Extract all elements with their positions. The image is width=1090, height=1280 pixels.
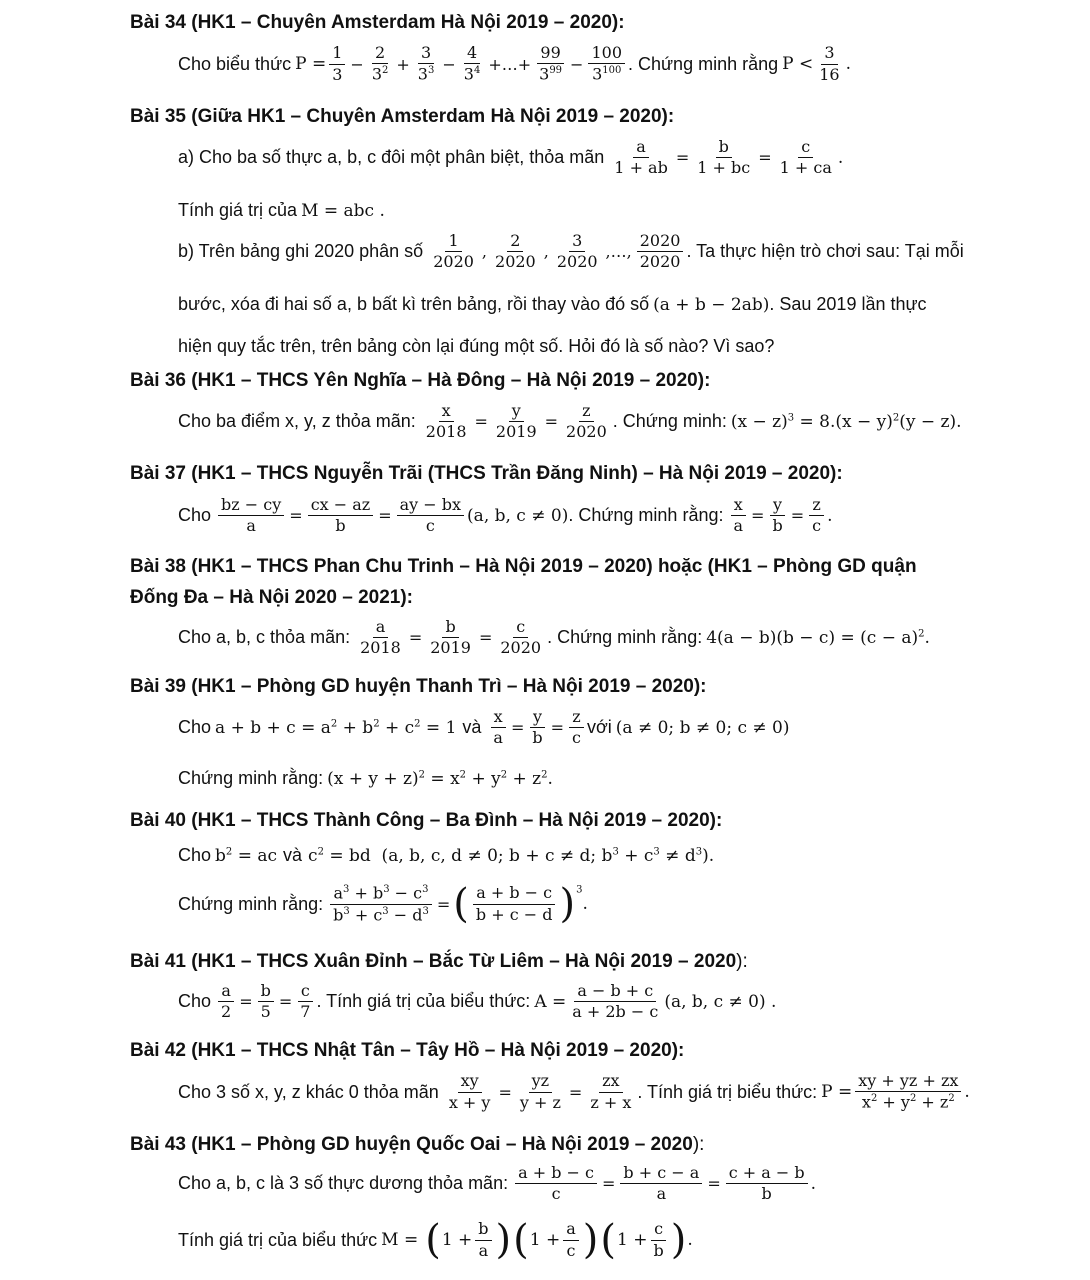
problem-38-title: Bài 38 (HK1 – THCS Phan Chu Trinh – Hà Nội 2019 – 2020) hoặc (HK1 – Phòng GD quận: [130, 556, 917, 577]
problem-40-statement: Cho $b^2$ = ac và $c^2$ = bd (a, b, c, d ≠ 0; b + c ≠ d; $b^3 + c^3 \ne d^3$).: [178, 845, 715, 866]
problem-35-title: Bài 35 (Giữa HK1 – Chuyên Amsterdam Hà Nội 2019 – 2020):: [130, 106, 675, 127]
problem-38-statement: Cho a, b, c thỏa mãn: $\frac{a}{2018}$ = $\frac{b}{2019}$ = $\frac{c}{2020}$ . Chứng minh rằng: $4(a - b)(b - c) = (c - a)^2$.: [178, 617, 930, 658]
problem-35a-statement: a) Cho ba số thực a, b, c đôi một phân biệt, thỏa mãn $\frac{a}{1 + ab}$ = $\frac{b}{1 + bc}$ = $\frac{c}{1 + ca}$ .: [178, 137, 844, 178]
problem-36-statement: Cho ba điểm x, y, z thỏa mãn: $\frac{x}{2018}$ = $\frac{y}{2019}$ = $\frac{z}{2020}$ . Chứng minh: $(x - z)^3 = 8.(x - y)^2(y - z)$.: [178, 401, 962, 442]
problem-39-prove: Chứng minh rằng: $(x + y + z)^2 = x^2 + y^2 + z^2$.: [178, 768, 553, 789]
problem-36-title: Bài 36 (HK1 – THCS Yên Nghĩa – Hà Đông – Hà Nội 2019 – 2020):: [130, 370, 711, 391]
problem-43-title: Bài 43 (HK1 – Phòng GD huyện Quốc Oai – Hà Nội 2019 – 2020):: [130, 1134, 705, 1155]
problem-39-statement: Cho $a + b + c = a^2 + b^2 + c^2 = 1$ và $\frac{x}{a}$ = $\frac{y}{b}$ = $\frac{z}{c}$ với (a ≠ 0; b ≠ 0; c ≠ 0): [178, 707, 790, 748]
problem-37-title: Bài 37 (HK1 – THCS Nguyễn Trãi (THCS Trần Đăng Ninh) – Hà Nội 2019 – 2020):: [130, 463, 843, 484]
problem-34-statement: Cho biểu thức P = $\frac{1}{3}$ − $\frac{2}{3^2}$ + $\frac{3}{3^3}$ − $\frac{4}{3^4}$ +…+ $\frac{99}{3^{99}}$ − $\frac{100}{3^{100}}$ . Chứng minh rằng P < $\frac{3}{16}$ .: [178, 43, 851, 84]
problem-43-question: Tính giá trị của biểu thức M = ( 1 + $\frac{b}{a}$ ) ( 1 + $\frac{a}{c}$ ) ( 1 + $\frac{c}{b}$ ) .: [178, 1217, 693, 1263]
problem-37-statement: Cho $\frac{bz - cy}{a}$ = $\frac{cx - az}{b}$ = $\frac{ay - bx}{c}$ (a, b, c ≠ 0) . Chứng minh rằng: $\frac{x}{a}$ = $\frac{y}{b}$ = $\frac{z}{c}$ .: [178, 495, 833, 536]
problem-35b-question: hiện quy tắc trên, trên bảng còn lại đúng một số. Hỏi đó là số nào? Vì sao?: [178, 336, 775, 356]
problem-35b-rule: bước, xóa đi hai số a, b bất kì trên bảng, rồi thay vào đó số (a + b − 2ab) . Sau 2019 lần thực: [178, 294, 927, 315]
problem-42-title: Bài 42 (HK1 – THCS Nhật Tân – Tây Hồ – Hà Nội 2019 – 2020):: [130, 1040, 685, 1061]
problem-34-title: Bài 34 (HK1 – Chuyên Amsterdam Hà Nội 2019 – 2020):: [130, 12, 625, 33]
problem-43-statement: Cho a, b, c là 3 số thực dương thỏa mãn: $\frac{a + b - c}{c}$ = $\frac{b + c - a}{a}$ = $\frac{c + a - b}{b}$ .: [178, 1163, 817, 1204]
problem-38-title-cont: Đống Đa – Hà Nội 2020 – 2021):: [130, 587, 413, 608]
problem-41-statement: Cho $\frac{a}{2}$ = $\frac{b}{5}$ = $\frac{c}{7}$ . Tính giá trị của biểu thức: A = $\frac{a - b + c}{a + 2b - c}$ (a, b, c ≠ 0) .: [178, 981, 777, 1022]
problem-40-prove: Chứng minh rằng: $\frac{a^3 + b^3 - c^3}{b^3 + c^3 - d^3}$ = ( $\frac{a + b - c}{b + c - d}$ ) $^3$ .: [178, 881, 588, 928]
problem-35a-question: Tính giá trị của M = abc .: [178, 200, 385, 221]
problem-40-title: Bài 40 (HK1 – THCS Thành Công – Ba Đình – Hà Nội 2019 – 2020):: [130, 810, 723, 831]
problem-42-statement: Cho 3 số x, y, z khác 0 thỏa mãn $\frac{xy}{x + y}$ = $\frac{yz}{y + z}$ = $\frac{zx}{z + x}$ . Tính giá trị biểu thức: P = $\frac{xy + yz + zx}{x^2 + y^2 + z^2}$ .: [178, 1071, 970, 1112]
problem-35b-statement: b) Trên bảng ghi 2020 phân số $\frac{1}{2020}$ , $\frac{2}{2020}$ , $\frac{3}{2020}$ ,…, $\frac{2020}{2020}$ . Ta thực hiện trò chơi sau: Tại mỗi: [178, 231, 964, 272]
problem-41-title: Bài 41 (HK1 – THCS Xuân Đỉnh – Bắc Từ Liêm – Hà Nội 2019 – 2020):: [130, 951, 748, 972]
problem-39-title: Bài 39 (HK1 – Phòng GD huyện Thanh Trì – Hà Nội 2019 – 2020):: [130, 676, 707, 697]
